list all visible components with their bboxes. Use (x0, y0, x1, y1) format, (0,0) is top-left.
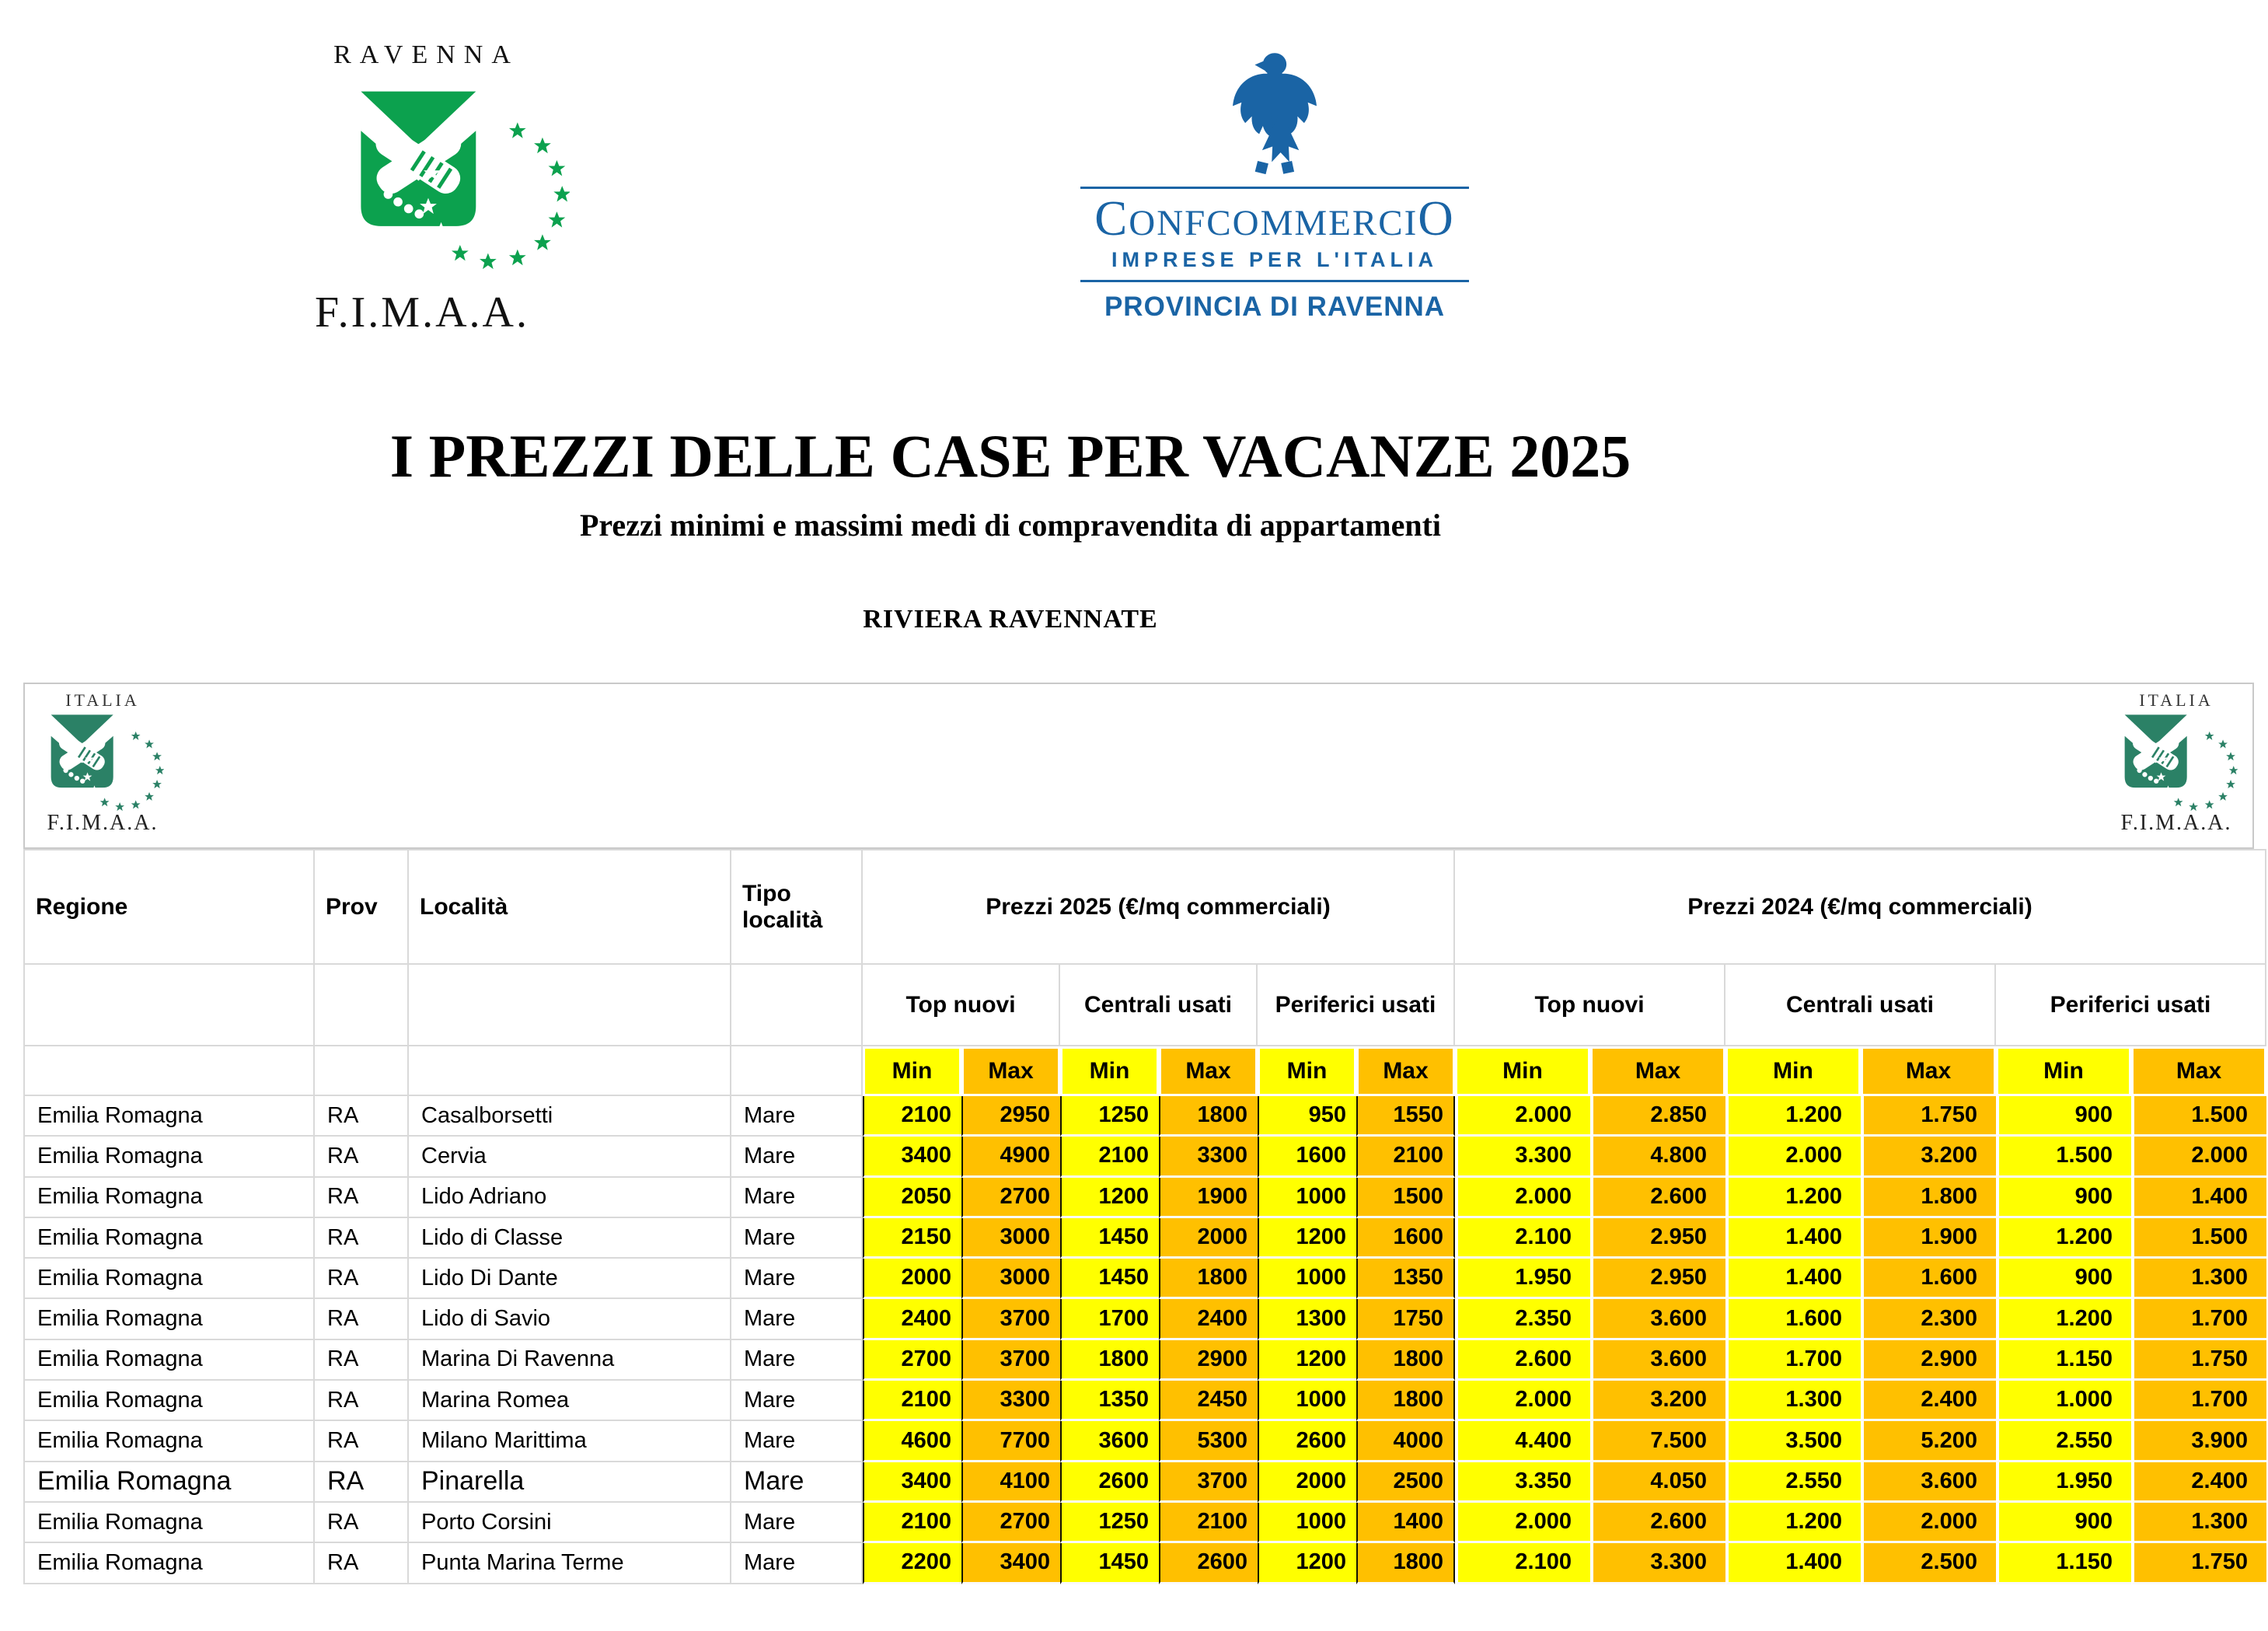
spacer-cell (23, 1046, 315, 1096)
cell-prov: RA (315, 1421, 409, 1462)
cell-2025-min: 1000 (1258, 1178, 1356, 1218)
wordmark-initial: C (1094, 191, 1129, 246)
cell-2025-min: 1700 (1060, 1299, 1159, 1339)
cell-2024-min: 3.350 (1455, 1462, 1590, 1503)
cell-2024-min: 1.600 (1725, 1299, 1861, 1339)
cell-2025-max: 1800 (1356, 1381, 1455, 1421)
cell-prov: RA (315, 1137, 409, 1177)
cell-2024-min: 1.400 (1725, 1259, 1861, 1299)
cell-tipo-localita: Mare (731, 1503, 863, 1543)
fimaa-acronym-label: F.I.M.A.A. (47, 811, 159, 835)
cell-2025-max: 2950 (961, 1096, 1060, 1137)
fimaa-handshake-icon (41, 709, 164, 816)
cell-tipo-localita: Mare (731, 1218, 863, 1259)
spacer-cell (731, 1046, 863, 1096)
page-title: I PREZZI DELLE CASE PER VACANZE 2025 (389, 422, 1631, 490)
cell-2025-max: 2400 (1159, 1299, 1258, 1339)
cell-2025-min: 3400 (863, 1137, 961, 1177)
cell-2025-max: 1800 (1356, 1340, 1455, 1381)
cell-2024-min: 1.950 (1996, 1462, 2131, 1503)
wordmark-final: O (1418, 191, 1455, 246)
subheader-2024-top-nuovi: Top nuovi (1455, 965, 1725, 1046)
cell-2025-max: 1550 (1356, 1096, 1455, 1137)
cell-2024-max: 1.800 (1861, 1178, 1996, 1218)
fimaa-acronym-label: F.I.M.A.A. (315, 288, 529, 337)
group-header-prezzi-2024: Prezzi 2024 (€/mq commerciali) (1455, 849, 2266, 965)
cell-2024-max: 4.800 (1590, 1137, 1725, 1177)
cell-2025-min: 1200 (1060, 1178, 1159, 1218)
spacer-cell (409, 965, 731, 1046)
cell-2024-max: 2.500 (1861, 1543, 1996, 1584)
cell-localita: Lido Adriano (409, 1178, 731, 1218)
fimaa-ravenna-label: RAVENNA (333, 40, 519, 69)
cell-prov: RA (315, 1503, 409, 1543)
minmax-header-max: Max (1356, 1046, 1455, 1096)
cell-localita: Marina Romea (409, 1381, 731, 1421)
cell-2024-max: 1.300 (2131, 1503, 2266, 1543)
cell-prov: RA (315, 1462, 409, 1503)
column-header-localita: Località (409, 849, 731, 965)
confcommercio-logo (1080, 45, 1469, 323)
cell-2025-max: 1800 (1159, 1096, 1258, 1137)
cell-2025-max: 1900 (1159, 1178, 1258, 1218)
minmax-header-max: Max (2131, 1046, 2266, 1096)
cell-2025-min: 1800 (1060, 1340, 1159, 1381)
cell-prov: RA (315, 1178, 409, 1218)
fimaa-acronym-label: F.I.M.A.A. (2120, 811, 2232, 835)
cell-2024-min: 2.000 (1725, 1137, 1861, 1177)
cell-2025-min: 1000 (1258, 1381, 1356, 1421)
cell-2024-max: 1.700 (2131, 1299, 2266, 1339)
cell-2025-min: 1250 (1060, 1096, 1159, 1137)
minmax-header-min: Min (1725, 1046, 1861, 1096)
spacer-cell (731, 965, 863, 1046)
confcommercio-tagline: IMPRESE PER L'ITALIA (1111, 248, 1438, 271)
cell-2025-min: 1200 (1258, 1543, 1356, 1584)
price-table (23, 849, 2266, 1584)
cell-2024-min: 1.950 (1455, 1259, 1590, 1299)
spacer-cell (315, 1046, 409, 1096)
cell-2025-max: 1750 (1356, 1299, 1455, 1339)
cell-2025-max: 2100 (1356, 1137, 1455, 1177)
cell-2024-max: 3.200 (1861, 1137, 1996, 1177)
cell-2024-max: 1.500 (2131, 1096, 2266, 1137)
cell-2024-min: 1.150 (1996, 1340, 2131, 1381)
cell-2025-max: 1350 (1356, 1259, 1455, 1299)
fimaa-italia-label: ITALIA (2139, 690, 2214, 710)
cell-2025-max: 1500 (1356, 1178, 1455, 1218)
cell-2025-min: 1450 (1060, 1543, 1159, 1584)
cell-2024-min: 2.000 (1455, 1178, 1590, 1218)
cell-2024-min: 2.600 (1455, 1340, 1590, 1381)
cell-2025-min: 2200 (863, 1543, 961, 1584)
subheader-2024-periferici-usati: Periferici usati (1996, 965, 2266, 1046)
cell-2025-min: 2100 (863, 1381, 961, 1421)
cell-2024-min: 900 (1996, 1259, 2131, 1299)
cell-2025-max: 7700 (961, 1421, 1060, 1462)
cell-2025-min: 2100 (863, 1096, 961, 1137)
cell-2025-min: 2600 (1060, 1462, 1159, 1503)
cell-2024-max: 2.950 (1590, 1218, 1725, 1259)
cell-regione: Emilia Romagna (23, 1503, 315, 1543)
cell-2024-min: 3.300 (1455, 1137, 1590, 1177)
confcommercio-divider-top (1080, 187, 1469, 189)
cell-prov: RA (315, 1340, 409, 1381)
minmax-header-min: Min (1060, 1046, 1159, 1096)
fimaa-italia-label: ITALIA (65, 690, 140, 710)
cell-2025-max: 3400 (961, 1543, 1060, 1584)
subheader-2025-periferici-usati: Periferici usati (1258, 965, 1455, 1046)
cell-tipo-localita: Mare (731, 1178, 863, 1218)
cell-localita: Lido Di Dante (409, 1259, 731, 1299)
subheader-2025-top-nuovi: Top nuovi (863, 965, 1060, 1046)
cell-localita: Porto Corsini (409, 1503, 731, 1543)
cell-tipo-localita: Mare (731, 1299, 863, 1339)
cell-2024-max: 2.600 (1590, 1503, 1725, 1543)
cell-2025-min: 1000 (1258, 1259, 1356, 1299)
group-header-prezzi-2025: Prezzi 2025 (€/mq commerciali) (863, 849, 1455, 965)
fimaa-italia-logo-left (33, 690, 173, 836)
cell-2024-max: 2.900 (1861, 1340, 1996, 1381)
cell-tipo-localita: Mare (731, 1340, 863, 1381)
cell-regione: Emilia Romagna (23, 1340, 315, 1381)
fimaa-ravenna-logo (315, 40, 529, 337)
cell-2025-max: 3300 (1159, 1137, 1258, 1177)
cell-regione: Emilia Romagna (23, 1137, 315, 1177)
cell-tipo-localita: Mare (731, 1137, 863, 1177)
cell-localita: Marina Di Ravenna (409, 1340, 731, 1381)
cell-2024-min: 1.200 (1725, 1503, 1861, 1543)
cell-regione: Emilia Romagna (23, 1299, 315, 1339)
fimaa-banner (23, 683, 2254, 849)
cell-2025-min: 2400 (863, 1299, 961, 1339)
cell-2024-min: 1.150 (1996, 1543, 2131, 1584)
spacer-cell (409, 1046, 731, 1096)
cell-2025-max: 2900 (1159, 1340, 1258, 1381)
cell-2024-max: 2.850 (1590, 1096, 1725, 1137)
cell-2024-max: 7.500 (1590, 1421, 1725, 1462)
cell-2025-max: 4900 (961, 1137, 1060, 1177)
cell-2024-min: 1.200 (1725, 1096, 1861, 1137)
cell-2025-max: 2000 (1159, 1218, 1258, 1259)
minmax-header-min: Min (863, 1046, 961, 1096)
cell-2025-min: 2050 (863, 1178, 961, 1218)
cell-regione: Emilia Romagna (23, 1096, 315, 1137)
cell-2025-max: 1800 (1356, 1543, 1455, 1584)
cell-tipo-localita: Mare (731, 1259, 863, 1299)
cell-2025-min: 950 (1258, 1096, 1356, 1137)
spacer-cell (315, 965, 409, 1046)
cell-2024-min: 2.550 (1725, 1462, 1861, 1503)
cell-2024-max: 2.400 (2131, 1462, 2266, 1503)
cell-2025-max: 3000 (961, 1259, 1060, 1299)
cell-2024-max: 1.750 (2131, 1340, 2266, 1381)
cell-2024-max: 3.300 (1590, 1543, 1725, 1584)
page-subtitle: Prezzi minimi e massimi medi di compravendita di appartamenti (579, 508, 1442, 543)
cell-2024-min: 2.000 (1455, 1503, 1590, 1543)
cell-2025-min: 1200 (1258, 1340, 1356, 1381)
wordmark-middle: ONFCOMMERCI (1129, 203, 1418, 243)
cell-2025-min: 2000 (1258, 1462, 1356, 1503)
cell-2024-min: 3.500 (1725, 1421, 1861, 1462)
cell-2025-min: 1000 (1258, 1503, 1356, 1543)
cell-2025-max: 3700 (1159, 1462, 1258, 1503)
cell-2025-min: 1300 (1258, 1299, 1356, 1339)
cell-2025-min: 2700 (863, 1340, 961, 1381)
cell-2025-min: 2000 (863, 1259, 961, 1299)
section-title: RIVIERA RAVENNATE (863, 605, 1158, 634)
cell-2024-min: 900 (1996, 1503, 2131, 1543)
cell-2024-max: 2.300 (1861, 1299, 1996, 1339)
cell-2024-min: 2.000 (1455, 1096, 1590, 1137)
cell-regione: Emilia Romagna (23, 1543, 315, 1584)
cell-regione: Emilia Romagna (23, 1421, 315, 1462)
cell-2025-min: 2100 (1060, 1137, 1159, 1177)
cell-localita: Milano Marittima (409, 1421, 731, 1462)
cell-2024-min: 4.400 (1455, 1421, 1590, 1462)
cell-regione: Emilia Romagna (23, 1259, 315, 1299)
cell-2024-min: 1.200 (1996, 1218, 2131, 1259)
cell-prov: RA (315, 1299, 409, 1339)
cell-2025-max: 1400 (1356, 1503, 1455, 1543)
cell-localita: Punta Marina Terme (409, 1543, 731, 1584)
cell-2025-max: 2700 (961, 1503, 1060, 1543)
cell-2024-max: 2.000 (2131, 1137, 2266, 1177)
minmax-header-min: Min (1455, 1046, 1590, 1096)
cell-tipo-localita: Mare (731, 1381, 863, 1421)
cell-2024-max: 3.600 (1590, 1299, 1725, 1339)
cell-2024-max: 1.500 (2131, 1218, 2266, 1259)
cell-2024-max: 5.200 (1861, 1421, 1996, 1462)
subheader-2025-centrali-usati: Centrali usati (1060, 965, 1258, 1046)
cell-2024-max: 1.600 (1861, 1259, 1996, 1299)
cell-tipo-localita: Mare (731, 1462, 863, 1503)
cell-2025-max: 2450 (1159, 1381, 1258, 1421)
cell-tipo-localita: Mare (731, 1543, 863, 1584)
cell-regione: Emilia Romagna (23, 1178, 315, 1218)
cell-2025-max: 2500 (1356, 1462, 1455, 1503)
cell-2024-max: 1.300 (2131, 1259, 2266, 1299)
cell-2024-max: 1.400 (2131, 1178, 2266, 1218)
cell-regione: Emilia Romagna (23, 1381, 315, 1421)
fimaa-italia-logo-right (2106, 690, 2246, 836)
cell-prov: RA (315, 1543, 409, 1584)
minmax-header-min: Min (1996, 1046, 2131, 1096)
cell-2024-max: 1.700 (2131, 1381, 2266, 1421)
fimaa-handshake-icon (2115, 709, 2238, 816)
cell-2024-min: 1.500 (1996, 1137, 2131, 1177)
cell-2025-max: 3000 (961, 1218, 1060, 1259)
minmax-header-max: Max (1159, 1046, 1258, 1096)
cell-2025-max: 2600 (1159, 1543, 1258, 1584)
cell-regione: Emilia Romagna (23, 1462, 315, 1503)
cell-2024-max: 1.750 (1861, 1096, 1996, 1137)
cell-2025-min: 2150 (863, 1218, 961, 1259)
confcommercio-divider-bottom (1080, 280, 1469, 282)
cell-2025-max: 4000 (1356, 1421, 1455, 1462)
column-header-regione: Regione (23, 849, 315, 965)
cell-2025-min: 2600 (1258, 1421, 1356, 1462)
cell-localita: Pinarella (409, 1462, 731, 1503)
cell-2024-max: 2.950 (1590, 1259, 1725, 1299)
cell-localita: Lido di Classe (409, 1218, 731, 1259)
confcommercio-province: PROVINCIA DI RAVENNA (1104, 292, 1446, 322)
cell-2025-min: 1350 (1060, 1381, 1159, 1421)
cell-2025-max: 3300 (961, 1381, 1060, 1421)
cell-2025-max: 5300 (1159, 1421, 1258, 1462)
cell-localita: Cervia (409, 1137, 731, 1177)
cell-prov: RA (315, 1096, 409, 1137)
cell-2025-max: 3700 (961, 1299, 1060, 1339)
cell-2024-max: 2.000 (1861, 1503, 1996, 1543)
fimaa-handshake-icon (343, 81, 570, 278)
cell-2025-max: 2700 (961, 1178, 1060, 1218)
cell-prov: RA (315, 1259, 409, 1299)
cell-2025-min: 3600 (1060, 1421, 1159, 1462)
cell-2025-max: 2100 (1159, 1503, 1258, 1543)
cell-localita: Lido di Savio (409, 1299, 731, 1339)
cell-2024-min: 2.350 (1455, 1299, 1590, 1339)
cell-2024-min: 1.400 (1725, 1218, 1861, 1259)
cell-2025-min: 1200 (1258, 1218, 1356, 1259)
confcommercio-eagle-icon (1219, 45, 1330, 179)
cell-2024-max: 3.900 (2131, 1421, 2266, 1462)
cell-2024-max: 2.600 (1590, 1178, 1725, 1218)
cell-2024-max: 4.050 (1590, 1462, 1725, 1503)
cell-2024-max: 3.600 (1590, 1340, 1725, 1381)
cell-2024-max: 1.750 (2131, 1543, 2266, 1584)
cell-tipo-localita: Mare (731, 1096, 863, 1137)
cell-2024-min: 2.100 (1455, 1218, 1590, 1259)
cell-2024-min: 1.400 (1725, 1543, 1861, 1584)
column-header-prov: Prov (315, 849, 409, 965)
cell-2025-max: 4100 (961, 1462, 1060, 1503)
cell-2024-max: 3.600 (1861, 1462, 1996, 1503)
cell-2025-min: 2100 (863, 1503, 961, 1543)
cell-2024-min: 900 (1996, 1096, 2131, 1137)
cell-2025-max: 1800 (1159, 1259, 1258, 1299)
cell-localita: Casalborsetti (409, 1096, 731, 1137)
column-header-tipo-localita: Tipo località (731, 849, 863, 965)
cell-regione: Emilia Romagna (23, 1218, 315, 1259)
cell-2025-min: 4600 (863, 1421, 961, 1462)
cell-prov: RA (315, 1218, 409, 1259)
cell-2025-max: 3700 (961, 1340, 1060, 1381)
cell-2025-min: 3400 (863, 1462, 961, 1503)
minmax-header-max: Max (961, 1046, 1060, 1096)
cell-prov: RA (315, 1381, 409, 1421)
cell-2025-min: 1250 (1060, 1503, 1159, 1543)
cell-2024-min: 1.300 (1725, 1381, 1861, 1421)
cell-2024-min: 1.000 (1996, 1381, 2131, 1421)
cell-2025-min: 1450 (1060, 1218, 1159, 1259)
minmax-header-max: Max (1590, 1046, 1725, 1096)
subheader-2024-centrali-usati: Centrali usati (1725, 965, 1996, 1046)
cell-2025-max: 1600 (1356, 1218, 1455, 1259)
cell-2025-min: 1600 (1258, 1137, 1356, 1177)
minmax-header-min: Min (1258, 1046, 1356, 1096)
cell-2024-min: 1.200 (1996, 1299, 2131, 1339)
confcommercio-wordmark (1080, 191, 1469, 246)
cell-2025-min: 1450 (1060, 1259, 1159, 1299)
cell-2024-min: 1.200 (1725, 1178, 1861, 1218)
cell-2024-max: 1.900 (1861, 1218, 1996, 1259)
cell-2024-min: 2.550 (1996, 1421, 2131, 1462)
cell-2024-min: 900 (1996, 1178, 2131, 1218)
cell-2024-max: 2.400 (1861, 1381, 1996, 1421)
cell-2024-min: 1.700 (1725, 1340, 1861, 1381)
spacer-cell (23, 965, 315, 1046)
cell-2024-min: 2.000 (1455, 1381, 1590, 1421)
cell-2024-max: 3.200 (1590, 1381, 1725, 1421)
cell-tipo-localita: Mare (731, 1421, 863, 1462)
cell-2024-min: 2.100 (1455, 1543, 1590, 1584)
minmax-header-max: Max (1861, 1046, 1996, 1096)
